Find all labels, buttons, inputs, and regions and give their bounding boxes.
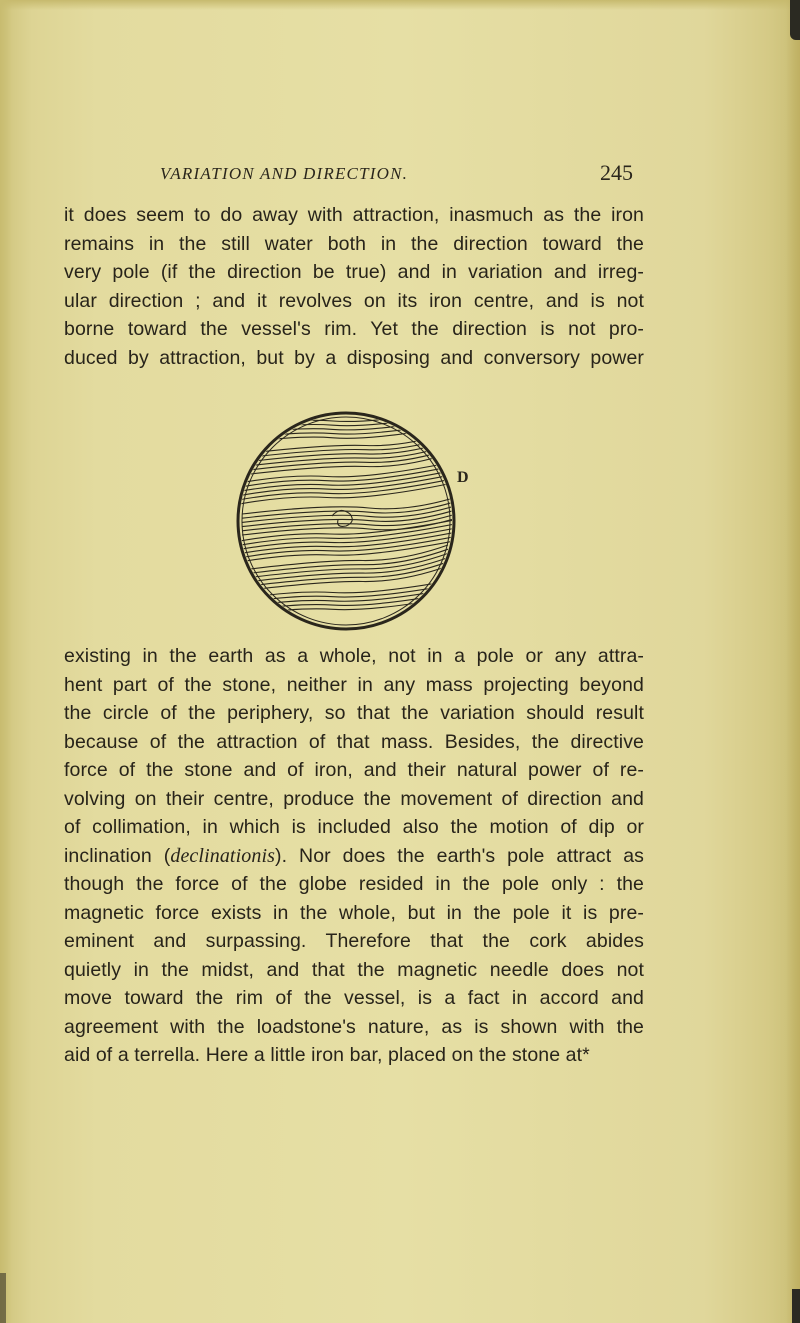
text-line: very pole (if the direction be true) and in variation and irreg- — [64, 261, 644, 283]
engraving-stroke — [234, 421, 460, 441]
engraving-stroke — [234, 541, 454, 563]
engraving-stroke — [234, 596, 460, 617]
text-line: of collimation, in which is included also the motion of dip or — [64, 816, 644, 838]
paragraph-top — [64, 201, 644, 372]
scan-corner-mark — [790, 0, 800, 40]
text-line: eminent and surpassing. Therefore that the cork abides — [64, 930, 644, 952]
terrella-engraving-icon — [228, 404, 488, 638]
text-line: hent part of the stone, neither in any mass projecting beyond — [64, 673, 644, 696]
text-line-italic — [64, 842, 644, 871]
paragraph-bottom — [64, 642, 644, 1070]
engraving-stroke — [234, 412, 460, 432]
text-line: volving on their centre, produce the movement of direction and — [64, 787, 644, 810]
engraving-stroke — [234, 425, 460, 445]
text-line: force of the stone and of iron, and their natural power of re- — [64, 759, 644, 781]
text-line: remains in the still water both in the direction toward the — [64, 232, 644, 255]
latin-term: declinationis — [170, 844, 275, 867]
page-top-shadow — [0, 0, 800, 10]
scan-corner-mark-left — [0, 1273, 6, 1323]
text-line: borne toward the vessel's rim. Yet the direction is not pro- — [64, 318, 644, 340]
text-line: move toward the rim of the vessel, is a fact in accord and — [64, 987, 644, 1009]
text-fragment: aid of a terrella. Here a little iron bar, placed on the stone at — [64, 1044, 583, 1066]
text-line: existing in the earth as a whole, not in a pole or any attra- — [64, 645, 644, 667]
text-line — [64, 1041, 644, 1070]
text-line: though the force of the globe resided in the pole only : the — [64, 873, 644, 895]
text-line: ular direction ; and it revolves on its iron centre, and is not — [64, 289, 644, 312]
text-line: agreement with the loadstone's nature, as is shown with the — [64, 1015, 644, 1038]
engraving-stroke — [234, 408, 460, 428]
text-line: because of the attraction of that mass. Besides, the directive — [64, 730, 644, 753]
page-right-shadow — [786, 0, 800, 1323]
figure-label: D — [457, 469, 469, 486]
running-title: VARIATION AND DIRECTION. — [160, 164, 409, 183]
text-line: it does seem to do away with attraction, inasmuch as the iron — [64, 204, 644, 226]
text-line: duced by attraction, but by a disposing and conversory power — [64, 346, 644, 369]
text-line: magnetic force exists in the whole, but in the pole it is pre- — [64, 901, 644, 924]
end-mark: * — [582, 1044, 590, 1066]
text-fragment: inclination ( — [64, 844, 171, 867]
page-number: 245 — [600, 160, 633, 185]
page-left-shadow — [0, 0, 12, 1323]
engraving-stroke — [234, 416, 460, 436]
text-line: the circle of the periphery, so that the variation should result — [64, 702, 644, 724]
text-fragment: ). Nor does the earth's pole attract as — [274, 844, 644, 867]
text-line: quietly in the midst, and that the magnetic needle does not — [64, 958, 644, 981]
scan-corner-mark-bottom — [792, 1289, 800, 1323]
